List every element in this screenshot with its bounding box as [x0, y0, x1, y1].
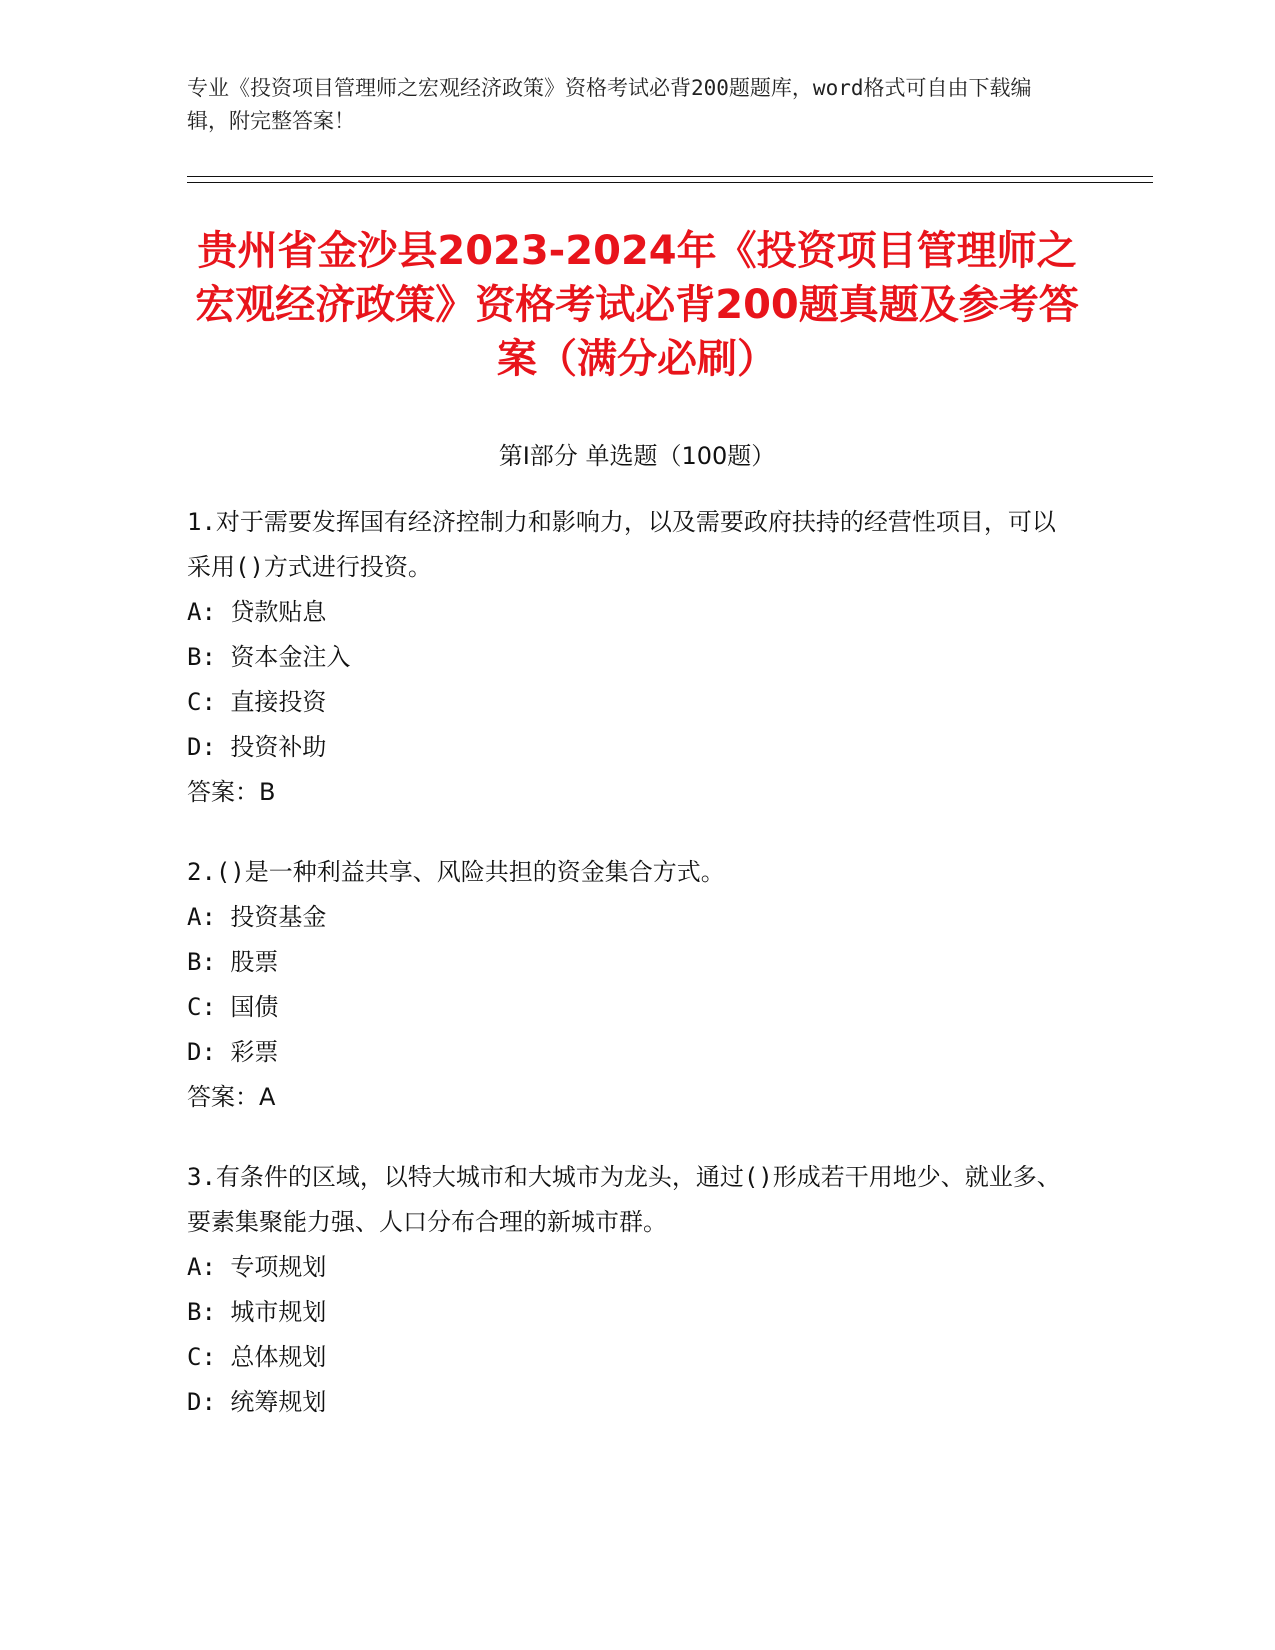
option-a: A: 专项规划: [187, 1253, 327, 1281]
header-rule-thick: [187, 176, 1153, 177]
option-d: D: 统筹规划: [187, 1388, 327, 1416]
question-1: [187, 500, 1067, 815]
option-b: B: 股票: [187, 948, 279, 976]
answer: 答案：A: [187, 1083, 276, 1111]
question-2: [187, 850, 1067, 1120]
option-a: A: 投资基金: [187, 903, 327, 931]
header-note: 专业《投资项目管理师之宏观经济政策》资格考试必背200题题库，word格式可自由下载编辑，附完整答案！: [187, 76, 1032, 133]
section-title: 第I部分 单选题（100题）: [498, 442, 776, 470]
answer: 答案：B: [187, 778, 276, 806]
question-stem: 2.()是一种利益共享、风险共担的资金集合方式。: [187, 858, 725, 886]
option-a: A: 贷款贴息: [187, 598, 327, 626]
header-rule-thin: [187, 182, 1153, 183]
option-c: C: 直接投资: [187, 688, 327, 716]
question-stem: 1.对于需要发挥国有经济控制力和影响力，以及需要政府扶持的经营性项目，可以采用()方式进行投资。: [187, 508, 1056, 581]
document-title: 贵州省金沙县2023-2024年《投资项目管理师之宏观经济政策》资格考试必背200题真题及参考答案（满分必刷）: [195, 228, 1079, 382]
option-c: C: 总体规划: [187, 1343, 327, 1371]
question-stem: 3.有条件的区域，以特大城市和大城市为龙头，通过()形成若干用地少、就业多、要素集聚能力强、人口分布合理的新城市群。: [187, 1163, 1061, 1236]
option-d: D: 彩票: [187, 1038, 279, 1066]
option-b: B: 城市规划: [187, 1298, 327, 1326]
option-c: C: 国债: [187, 993, 279, 1021]
option-d: D: 投资补助: [187, 733, 327, 761]
question-3: [187, 1155, 1067, 1425]
option-b: B: 资本金注入: [187, 643, 351, 671]
